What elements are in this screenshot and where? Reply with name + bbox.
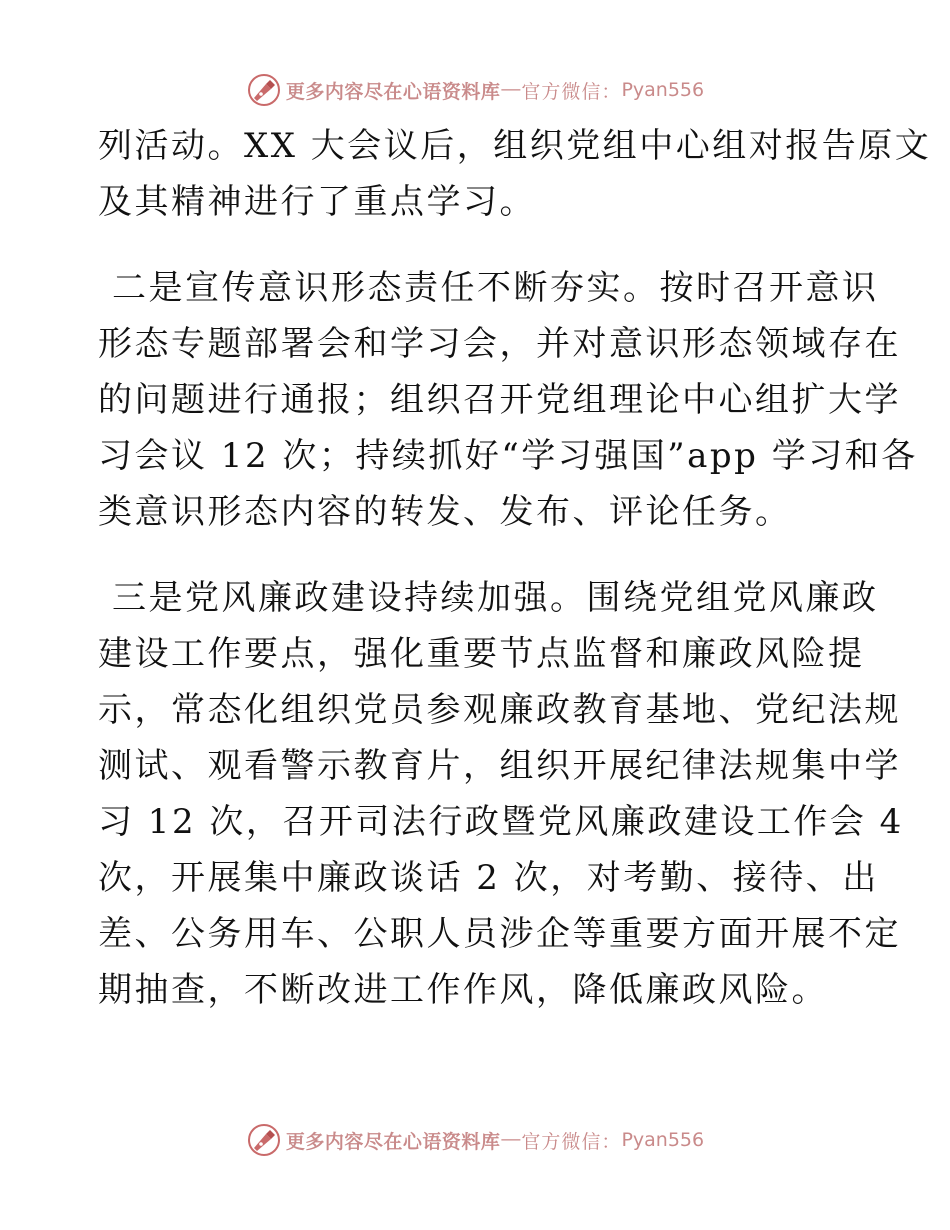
banner-wechat-label: 官方微信：	[521, 80, 622, 103]
paragraph	[98, 570, 904, 1018]
text-line: 二是宣传意识形态责任不断夯实。按时召开意识	[112, 268, 879, 308]
text-line: 形态专题部署会和学习会，并对意识形态领域存在	[98, 324, 901, 364]
text-line: 期抽查，不断改进工作作风，降低廉政风险。	[98, 970, 828, 1010]
paragraph	[98, 118, 932, 230]
banner-dash: —	[501, 79, 521, 100]
banner-brand-text: 更多内容尽在心语资料库	[285, 80, 501, 103]
text-line: 三是党风廉政建设持续加强。围绕党组党风廉政	[112, 578, 879, 618]
text-line: 的问题进行通报；组织召开党组理论中心组扩大学	[98, 380, 901, 420]
footer-banner	[0, 1120, 950, 1160]
pen-nib-icon	[246, 1122, 282, 1158]
text-line: 类意识形态内容的转发、发布、评论任务。	[98, 492, 792, 532]
banner-wechat-label: 官方微信：	[521, 1130, 622, 1153]
text-line: 次，开展集中廉政谈话 2 次，对考勤、接待、出	[98, 858, 879, 898]
document-body	[98, 118, 932, 1018]
paragraph	[98, 260, 918, 540]
banner-wechat-id: Pyan556	[621, 1129, 705, 1151]
text-line: 及其精神进行了重点学习。	[98, 182, 536, 222]
pen-nib-icon	[246, 72, 282, 108]
text-line: 习会议 12 次；持续抓好“学习强国”app 学习和各	[98, 436, 918, 476]
header-banner	[0, 70, 950, 110]
banner-brand-text: 更多内容尽在心语资料库	[285, 1130, 501, 1153]
text-line: 测试、观看警示教育片，组织开展纪律法规集中学	[98, 746, 901, 786]
banner-dash: —	[501, 1129, 521, 1150]
text-line: 示，常态化组织党员参观廉政教育基地、党纪法规	[98, 690, 901, 730]
text-line: 习 12 次，召开司法行政暨党风廉政建设工作会 4	[98, 802, 904, 842]
text-line: 建设工作要点，强化重要节点监督和廉政风险提	[98, 634, 865, 674]
text-line: 差、公务用车、公职人员涉企等重要方面开展不定	[98, 914, 901, 954]
banner-wechat-id: Pyan556	[621, 79, 705, 101]
text-line: 列活动。XX 大会议后，组织党组中心组对报告原文	[98, 126, 932, 166]
